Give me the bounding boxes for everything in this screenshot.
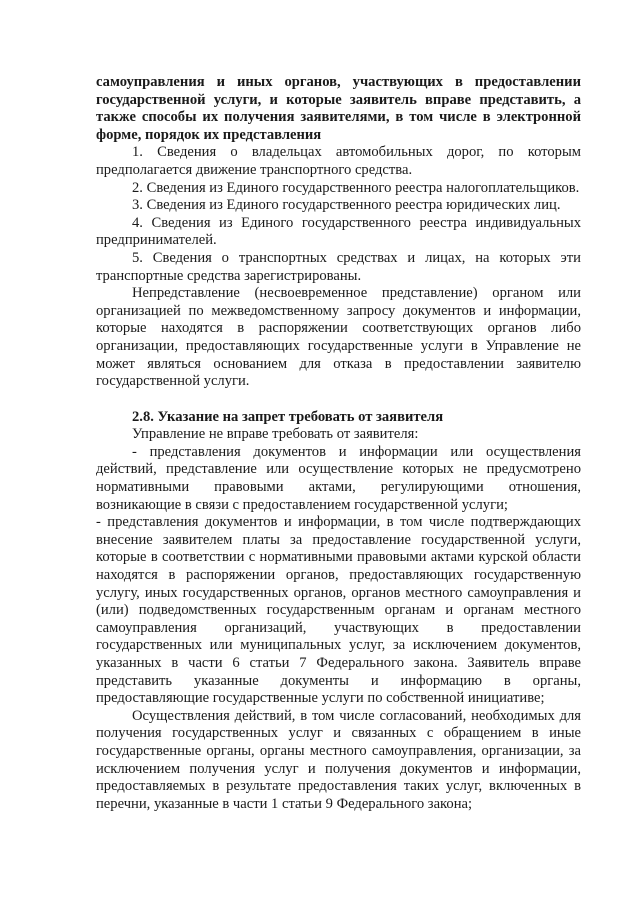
document-body (96, 74, 581, 813)
section-heading: 2.8. Указание на запрет требовать от заявителя (132, 408, 444, 425)
list-item-1: 1. Сведения о владельцах автомобильных дорог, по которым предполагается движение транспортного средства. (96, 144, 581, 178)
list-item-3: 3. Сведения из Единого государственного реестра юридических лиц. (132, 197, 561, 214)
dash-item-2: - представления документов и информации, в том числе подтверждающих внесение заявителем платы за предоставление государственной услуги, которые в соответствии с нормативными правовыми актами курской области находятся в распоряжении органов, предоставляющих государственную услугу, иных государственных органов, органов местного самоуправления и (или) подведомственных государственным органам и органам местного самоуправления организаций, участвующих в предоставлении государственных или муниципальных услуг, за исключением документов, указанных в части 6 статьи 7 Федерального закона. Заявитель вправе представить указанные документы и информацию в органы, предоставляющие государственные услуги по собственной инициативе; (96, 514, 581, 707)
non-submission-paragraph: Непредставление (несвоевременное представление) органом или организацией по межведомственному запросу документов и информации, которые находятся в распоряжении соответствующих органов либо организации, предоставляющих государственные услуги в Управление не может являться основанием для отказа в предоставлении заявителю государственной услуги. (96, 285, 581, 390)
heading-continuation: самоуправления и иных органов, участвующих в предоставлении государственной услуги, и которые заявитель вправе представить, а также способы их получения заявителями, в том числе в электронной форме, порядок их представления (96, 74, 581, 143)
list-item-2: 2. Сведения из Единого государственного реестра налогоплательщиков. (132, 179, 580, 196)
dash-item-1: - представления документов и информации или осуществления действий, представление или осуществление которых не предусмотрено нормативными правовыми актами, регулирующими отношения, возникающие в связи с предоставлением государственной услуги; (96, 443, 581, 513)
list-item-4: 4. Сведения из Единого государственного реестра индивидуальных предпринимателей. (96, 214, 581, 249)
list-item-5: 5. Сведения о транспортных средствах и лицах, на которых эти транспортные средства зарегистрированы. (96, 249, 581, 284)
section-intro: Управление не вправе требовать от заявителя: (132, 426, 419, 443)
final-paragraph: Осуществления действий, в том числе согласований, необходимых для получения государственных услуг и связанных с обращением в иные государственные органы, органы местного самоуправления, организации, за исключением получения услуг и получения документов и информации, предоставляемых в результате предоставления таких услуг, включенных в перечни, указанные в части 1 статьи 9 Федерального закона; (96, 707, 581, 812)
